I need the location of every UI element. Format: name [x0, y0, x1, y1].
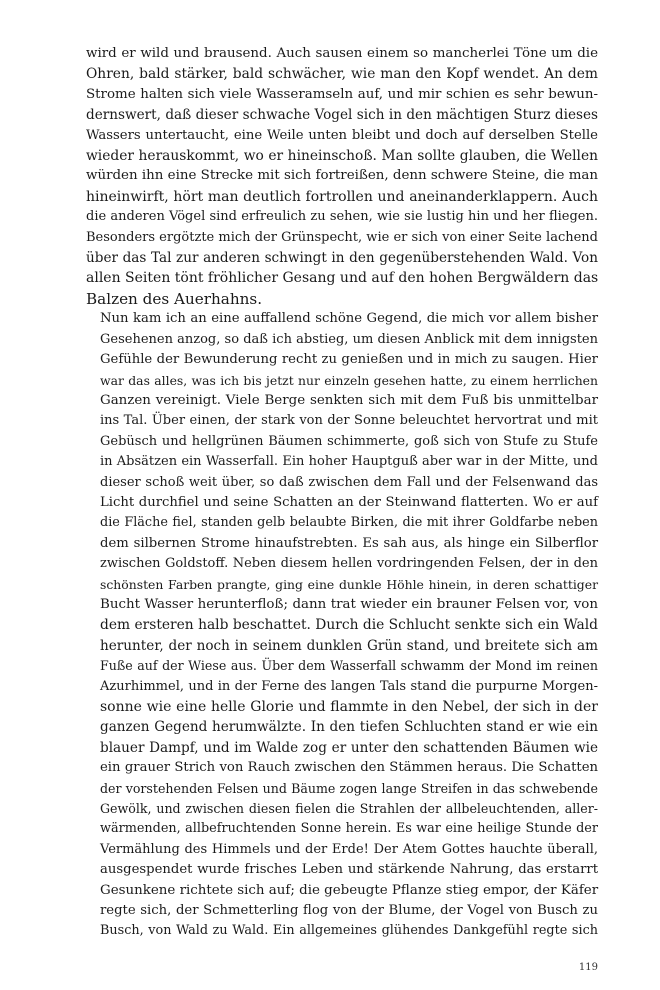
book-page-text [86, 44, 598, 942]
text-line: ganzen Gegend herumwälzte. In den tiefen Schluchten stand er wie ein [100, 719, 598, 736]
paragraph-auerhahn [86, 44, 598, 309]
text-line: ausgespendet wurde frisches Leben und stärkende Nahrung, das erstarrt [100, 862, 598, 878]
text-line: sonne wie eine helle Glorie und flammte in den Nebel, der sich in der [100, 699, 598, 715]
text-line: herunter, der noch in seinem dunklen Grün stand, und breitete sich am [100, 637, 598, 654]
text-line: allen Seiten tönt fröhlicher Gesang und auf den hohen Bergwäldern das [86, 270, 599, 287]
text-line: Nun kam ich an eine auffallend schöne Gegend, die mich vor allem bisher [100, 311, 598, 327]
text-line: Ganzen vereinigt. Viele Berge senkten sich mit dem Fuß bis unmittelbar [100, 392, 598, 408]
text-line: Fuße auf der Wiese aus. Über dem Wasserfall schwamm der Mond im reinen [100, 658, 598, 674]
text-line: Gewölk, und zwischen diesen fielen die Strahlen der allbeleuchtenden, aller- [100, 801, 598, 817]
text-line: die Fläche fiel, standen gelb belaubte Birken, die mit ihrer Goldfarbe neben [100, 515, 598, 531]
text-line: war das alles, was ich bis jetzt nur einzeln gesehen hatte, zu einem herrlichen [100, 372, 598, 388]
text-line: hineinwirft, hört man deutlich fortrollen und aneinanderklappern. Auch [86, 188, 598, 205]
text-line: Besonders ergötzte mich der Grünspecht, wie er sich von einer Seite lachend [86, 229, 598, 245]
text-line: blauer Dampf, und im Walde zog er unter den schattenden Bäumen wie [100, 739, 598, 756]
text-line: dernswert, daß dieser schwache Vogel sich in den mächtigen Sturz dieses [86, 107, 598, 124]
text-line: dem silbernen Strome hinaufstrebten. Es sah aus, als hinge ein Silberflor [100, 535, 598, 551]
text-line: regte sich, der Schmetterling flog von der Blume, der Vogel von Busch zu [100, 903, 598, 919]
text-line: Azurhimmel, und in der Ferne des langen Tals stand die purpurne Morgen- [100, 678, 598, 694]
text-line: wärmenden, allbefruchtenden Sonne herein. Es war eine heilige Stunde der [100, 821, 598, 837]
text-line: Gesunkene richtete sich auf; die gebeugte Pflanze stieg empor, der Käfer [100, 882, 599, 898]
text-line: die anderen Vögel sind erfreulich zu sehen, wie sie lustig hin und her fliegen. [86, 209, 598, 225]
text-line: Licht durchfiel und seine Schatten an der Steinwand flatterten. Wo er auf [100, 494, 598, 510]
text-line: würden ihn eine Strecke mit sich fortreißen, denn schwere Steine, die man [86, 168, 599, 184]
text-line: über das Tal zur anderen schwingt in den gegenüberstehenden Wald. Von [86, 250, 598, 267]
text-line: zwischen Goldstoff. Neben diesem hellen vordringenden Felsen, der in den [100, 556, 598, 572]
text-line: ins Tal. Über einen, der stark von der Sonne beleuchtet hervortrat und mit [100, 413, 598, 429]
text-line: Gesehenen anzog, so daß ich abstieg, um diesen Anblick mit dem innigsten [100, 331, 598, 347]
paragraph-wasserfall [86, 309, 598, 942]
page-number: 119 [578, 962, 598, 973]
text-line: wieder herauskommt, wo er hineinschoß. Man sollte glauben, die Wellen [86, 148, 598, 165]
text-line: Gefühle der Bewunderung recht zu genießen und in mich zu saugen. Hier [100, 352, 598, 368]
text-line: Bucht Wasser herunterfloß; dann trat wieder ein brauner Felsen vor, von [100, 596, 598, 612]
text-line: dieser schoß weit über, so daß zwischen dem Fall und der Felsenwand das [100, 474, 598, 490]
text-line: Wassers untertaucht, eine Weile unten bleibt und doch auf derselben Stelle [86, 127, 598, 143]
text-line: Gebüsch und hellgrünen Bäumen schimmerte, goß sich von Stufe zu Stufe [100, 433, 598, 449]
text-line: ein grauer Strich von Rauch zwischen den Stämmen heraus. Die Schatten [100, 760, 598, 776]
text-line: Strome halten sich viele Wasseramseln auf, und mir schien es sehr bewun- [86, 86, 598, 102]
text-line: schönsten Farben prangte, ging eine dunkle Höhle hinein, in deren schattiger [100, 576, 598, 592]
text-line: in Absätzen ein Wasserfall. Ein hoher Hauptguß aber war in der Mitte, und [100, 454, 598, 470]
text-line: Balzen des Auerhahns. [86, 289, 263, 308]
text-line: dem ersteren halb beschattet. Durch die Schlucht senkte sich ein Wald [100, 617, 598, 634]
text-line: Vermählung des Himmels und der Erde! Der Atem Gottes hauchte überall, [100, 841, 598, 857]
text-line: wird er wild und brausend. Auch sausen einem so mancherlei Töne um die [86, 46, 598, 61]
text-line: Ohren, bald stärker, bald schwächer, wie man den Kopf wendet. An dem [86, 66, 598, 83]
text-line: Busch, von Wald zu Wald. Ein allgemeines glühendes Dankgefühl regte sich [100, 923, 598, 939]
text-line: der vorstehenden Felsen und Bäume zogen lange Streifen in das schwebende [100, 780, 598, 796]
